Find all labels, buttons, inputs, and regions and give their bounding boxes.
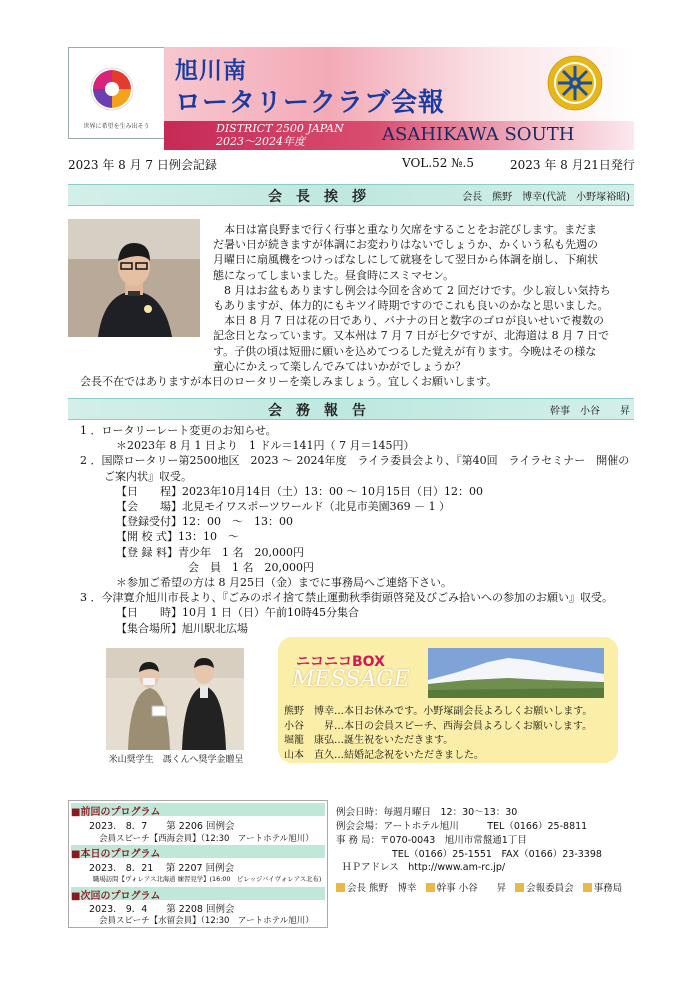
- scholarship-photo: [106, 648, 244, 750]
- meeting-day: 例会日時：毎週月曜日 12：30～13：30: [336, 807, 518, 818]
- meeting-info: [336, 800, 636, 873]
- paragraph-line: 童心にかえって楽しんでみてはいかがでしょうか？: [213, 359, 466, 373]
- paragraph-line: 会長不在ではありますが本日のロータリーを楽しみましょう。宜しくお願いします。: [80, 375, 498, 388]
- today-program-header: ■本日のプログラム: [71, 845, 325, 858]
- club-logo-icon: [89, 66, 135, 112]
- role-president: 会長 熊野 博幸: [347, 883, 417, 894]
- report-line: 【会 場】北見モイワスポーツワールド（北見市美園369 － 1 ）: [116, 500, 451, 514]
- president-photo: [68, 219, 200, 337]
- paragraph-line: す。子供の頃は短冊に願いを込めてつるした覚えが有ります。今晩はその様な: [213, 344, 597, 358]
- today-program-detail: 職場訪問【ヴォレアス北海道 練習見学】(16:00 ビレッジバイヴォレアス北布): [93, 875, 322, 883]
- roles-line: [336, 880, 622, 894]
- photo-caption: 米山奨学生 馮くんへ奨学金贈呈: [108, 755, 244, 765]
- issue-date: 2023 年 8 月21日発行: [510, 158, 635, 172]
- city-label: ASAHIKAWA SOUTH: [382, 124, 575, 145]
- paragraph-line: 8 月はお盆もありますし例会は今回を含めて 2 回だけです。少し寂しい気持ち: [224, 283, 611, 297]
- paragraph-line: 本日 8 月 7 日は花の日であり、バナナの日と数字のゴロが良いせいで複数の: [224, 314, 604, 328]
- next-program-header: ■次回のプログラム: [71, 887, 325, 900]
- report-line: 【開 校 式】13：10 ～: [116, 530, 239, 544]
- report-line: 【集合場所】旭川駅北広場: [116, 621, 248, 635]
- report-line: ご案内状』収受。: [104, 469, 192, 483]
- section-title: 会務報告: [268, 403, 380, 419]
- fiscal-year: 2023～2024年度: [216, 135, 305, 148]
- meeting-record-date: 2023 年 8 月 7 日例会記録: [68, 158, 217, 172]
- bullet-icon: [515, 883, 524, 892]
- nico-messages: [284, 705, 592, 763]
- bullet-icon: [426, 883, 435, 892]
- district-label: [216, 122, 344, 148]
- meeting-place: 例会会場：アートホテル旭川 TEL（0166）25-8811: [336, 821, 588, 832]
- affairs-report: [80, 423, 640, 636]
- newsletter-title: ロータリークラブ会報: [175, 88, 446, 118]
- affairs-byline: 幹事 小谷 昇: [550, 406, 630, 417]
- volume-number: VOL.52 №.5: [402, 156, 474, 170]
- report-line: 【日 程】2023年10月14日（土）13：00 ～ 10月15日（日）12：00: [116, 484, 483, 498]
- rotary-wheel-icon: [544, 52, 606, 114]
- today-program-date: 2023. 8．21 第 2207 回例会: [89, 863, 235, 874]
- paragraph-line: 月曜日に扇風機をつけっぱなしにして就寝をして翌日から体調を崩し、下痢状: [213, 253, 598, 267]
- office-phone: TEL（0166）25-1551 FAX（0166）23-3398: [392, 849, 602, 860]
- role-office: 事務局: [593, 883, 623, 894]
- president-section-header: [68, 184, 634, 206]
- report-line: 【日 時】10月 1 日（日）午前10時45分集合: [116, 606, 359, 620]
- report-line: 1 ．ロータリーレート変更のお知らせ。: [80, 424, 277, 437]
- report-line: 3 ．今津寛介旭川市長より、『ごみのポイ捨て禁止運動秋季街頭啓発及びごみ拾いへの参加のお願い』収受。: [80, 591, 613, 605]
- report-line: 【登 録 料】青少年 1 名 20,000円: [116, 545, 304, 559]
- logo-motto: 世界に希望を生み出そう: [83, 123, 150, 130]
- district-line: DISTRICT 2500 JAPAN: [216, 122, 344, 135]
- mountain-photo: [428, 648, 604, 698]
- office-address: 事 務 局：〒070-0043 旭川市常盤通1丁目: [336, 835, 527, 846]
- section-title: 会長挨拶: [268, 189, 380, 205]
- nico-box-title: ニコニコBOX: [296, 654, 385, 670]
- website-url: ＨＰアドレス http://www.am-rc.jp/: [342, 862, 506, 873]
- message-line: 小谷 昇…本日の会員スピーチ、西海会員よろしくお願いします。: [284, 720, 593, 732]
- president-message: [213, 222, 633, 374]
- paragraph-line: だ暑い日が続きますが体調にお変わりはないでしょうか、かくいう私も先週の: [213, 238, 598, 252]
- role-editor: 会報委員会: [526, 883, 574, 894]
- paragraph-line: 記念日となっています。又本州は 7 月 7 日が七夕ですが、北海道は 8 月 7 日で: [213, 329, 610, 343]
- next-program-detail: 会員スピーチ【水留会員】（12:30 アートホテル旭川）: [99, 916, 314, 926]
- report-line: 【登録受付】12：00 ～ 13：00: [116, 515, 293, 529]
- paragraph-line: もありますが、体力的にもキツイ時期ですのでこれも良いのかなと思いました。: [213, 299, 609, 313]
- next-program-date: 2023. 9．4 第 2208 回例会: [89, 904, 235, 915]
- bullet-icon: [336, 883, 345, 892]
- paragraph-line: 本日は富良野まで行く行事と重なり欠席をすることをお詫びします。まだま: [224, 223, 598, 236]
- president-byline: 会長 熊野 博幸(代読 小野塚裕昭): [462, 192, 630, 203]
- paragraph-line: 態になってしまいました。昼食時にスミマセン。: [213, 268, 455, 282]
- prev-program-date: 2023. 8．7 第 2206 回例会: [89, 821, 235, 832]
- report-line: 会 員 1 名 20,000円: [188, 560, 314, 574]
- nico-box-subtitle: MESSAGE: [292, 667, 410, 692]
- bullet-icon: [583, 883, 592, 892]
- message-line: 堀籠 康弘…誕生祝をいただきます。: [284, 735, 454, 746]
- affairs-section-header: [68, 398, 634, 420]
- report-line: ＊参加ご希望の方は 8 月25日（金）までに事務局へご連絡下さい。: [116, 576, 452, 590]
- message-line: 熊野 博幸…本日お休みです。小野塚副会長よろしくお願いします。: [284, 706, 593, 717]
- club-logo-box: [68, 47, 165, 139]
- program-box: [68, 800, 328, 928]
- prev-program-detail: 会員スピーチ【西海会員】（12:30 アートホテル旭川）: [99, 834, 314, 844]
- role-secretary: 幹事 小谷 昇: [436, 883, 507, 894]
- prev-program-header: ■前回のプログラム: [71, 803, 325, 816]
- message-line: 山本 直久…結婚記念祝をいただきました。: [284, 749, 484, 761]
- club-name: 旭川南: [175, 58, 247, 84]
- report-line: 2 ．国際ロータリー第2500地区 2023 ～ 2024年度 ライラ委員会より、『第40回 ライラセミナー 開催の: [80, 454, 630, 468]
- report-line: ＊2023年 8 月 1 日より 1 ドル＝141円（ 7 月＝145円）: [116, 439, 415, 453]
